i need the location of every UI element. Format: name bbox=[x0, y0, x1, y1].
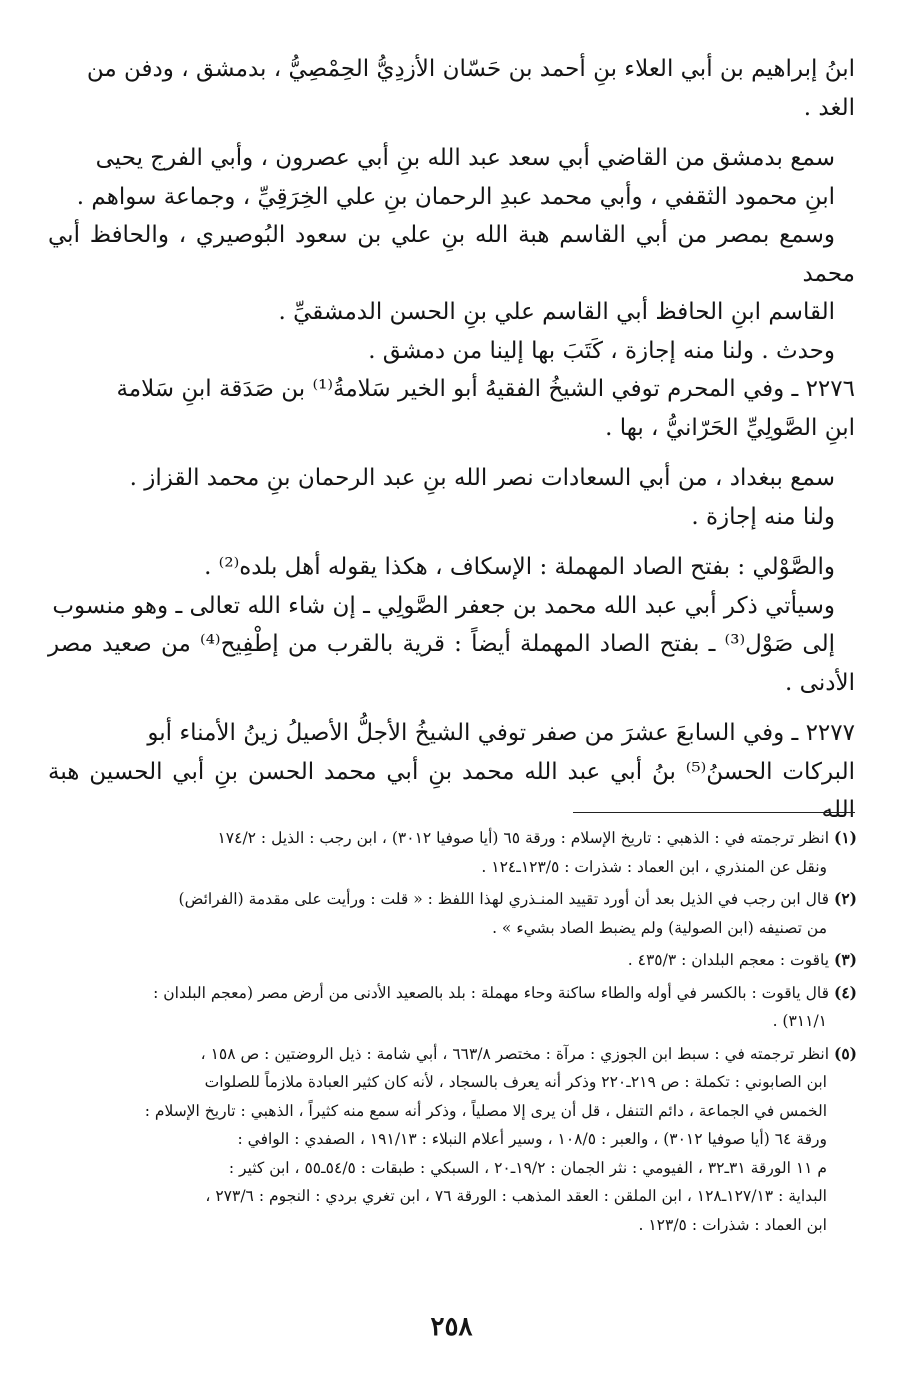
footnote-3 bbox=[46, 946, 857, 975]
text-line: سمع بدمشق من القاضي أبي سعد عبد الله بنِ أبي عصرون ، وأبي الفرج يحيى bbox=[95, 145, 835, 171]
footnote-line bbox=[46, 885, 857, 914]
paragraph-teachers bbox=[48, 139, 855, 332]
footnote-line: م ١١ الورقة ٣١ـ٣٢ ، الفيومي : نثر الجمان : ١٩/٢ـ٢٠ ، السبكي : طبقات : ٥٤/٥ـ٥٥ ، ابن كثير : bbox=[228, 1158, 827, 1177]
footnote-marker: (٥) bbox=[833, 1043, 857, 1063]
footnote-text: ياقوت : معجم البلدان : ٤٣٥/٣ . bbox=[627, 951, 830, 969]
text-line: القاسم ابنِ الحافظ أبي القاسم علي بنِ الحسن الدمشقيِّ . bbox=[278, 299, 835, 325]
footnote-2 bbox=[46, 885, 857, 942]
footnote-divider bbox=[573, 812, 855, 813]
text-line: وسمع بمصر من أبي القاسم هبة الله بنِ علي بن سعود البُوصيري ، والحافظ أبي محمد bbox=[48, 222, 855, 287]
footnote-line bbox=[46, 1040, 857, 1069]
text-line: ولنا منه إجازة . bbox=[691, 503, 835, 530]
footnote-line: الخمس في الجماعة ، دائم التنفل ، قل أن يرى إلا مصلياً ، وذكر أنه سمع منه كثيراً ، الذهبي : تاريخ الإسلام : bbox=[144, 1101, 827, 1120]
text-line: الغد . bbox=[803, 94, 855, 121]
text-line: ٢٢٧٧ ـ وفي السابعَ عشرَ من صفر توفي الشيخُ الأجلُّ الأصيلُ زينُ الأمناء أبو bbox=[147, 720, 855, 746]
text-line: ابنِ محمود الثقفي ، وأبي محمد عبدِ الرحمان بنِ علي الخِرَقِيِّ ، وجماعة سواهم . bbox=[76, 183, 835, 210]
text-line: إلى صَوْل⁽³⁾ ـ بفتح الصاد المهملة أيضاً : قرية بالقرب من إطْفِيح⁽⁴⁾ من صعيد مصر الأدنى . bbox=[48, 631, 855, 696]
footnote-marker: (٢) bbox=[833, 889, 857, 908]
footnote-text: قال ابن رجب في الذيل بعد أن أورد تقييد المنـذري لهذا اللفظ : « قلت : ورأيت على مقدمة (الفرائض) bbox=[178, 890, 830, 908]
footnote-line: ونقل عن المنذري ، ابن العماد : شذرات : ١٢٣/٥ـ١٢٤ . bbox=[481, 857, 827, 876]
main-text bbox=[48, 50, 855, 830]
paragraph-ijaza bbox=[48, 332, 855, 371]
footnotes bbox=[46, 824, 857, 1243]
footnote-text: قال ياقوت : بالكسر في أوله والطاء ساكنة وحاء مهملة : بلد بالصعيد الأدنى من أرض مصر (معجم البلدان : bbox=[153, 983, 830, 1002]
footnote-marker: (٣) bbox=[833, 950, 857, 969]
text-line: وحدث . ولنا منه إجازة ، كَتَبَ بها إلينا من دمشق . bbox=[368, 337, 835, 364]
text-line: سمع ببغداد ، من أبي السعادات نصر الله بنِ عبد الرحمان بنِ محمد القزاز . bbox=[129, 465, 835, 491]
footnote-line: ابن العماد : شذرات : ١٢٣/٥ . bbox=[638, 1215, 827, 1234]
entry-2276 bbox=[48, 370, 855, 447]
footnote-line bbox=[46, 824, 857, 853]
footnote-marker: (٤) bbox=[833, 982, 857, 1002]
footnote-line: البداية : ١٢٧/١٣ـ١٢٨ ، ابن الملقن : العقد المذهب : الورقة ٧٦ ، ابن تغري بردي : النجوم : ٢٧٣/٦ ، bbox=[205, 1187, 827, 1205]
footnote-line: من تصنيفه (ابن الصولية) ولم يضبط الصاد بشيء » . bbox=[492, 918, 827, 937]
text-line: ٢٢٧٦ ـ وفي المحرم توفي الشيخُ الفقيهُ أبو الخير سَلامةُ⁽¹⁾ بن صَدَقة ابنِ سَلامة bbox=[116, 376, 855, 402]
footnote-line bbox=[46, 979, 857, 1008]
footnote-text: انظر ترجمته في : سبط ابن الجوزي : مرآة : مختصر ٦٦٣/٨ ، أبي شامة : ذيل الروضتين : ص ١٥٨ ، bbox=[200, 1044, 830, 1063]
footnote-text: انظر ترجمته في : الذهبي : تاريخ الإسلام : ورقة ٦٥ (أيا صوفيا ٣٠١٢) ، ابن رجب : الذيل : ١٧٤/٢ bbox=[217, 829, 830, 847]
footnote-1 bbox=[46, 824, 857, 881]
text-line: ابنُ إبراهيم بن أبي العلاء بنِ أحمد بن حَسّان الأزدِيُّ الحِمْصِيُّ ، بدمشق ، ودفن من bbox=[86, 56, 855, 82]
footnote-4 bbox=[46, 979, 857, 1036]
paragraph-sawli bbox=[48, 548, 855, 702]
footnote-line bbox=[46, 946, 857, 975]
footnote-marker: (١) bbox=[833, 828, 857, 847]
text-line: وسيأتي ذكر أبي عبد الله محمد بن جعفر الصَّولِي ـ إن شاء الله تعالى ـ وهو منسوب bbox=[52, 592, 835, 619]
footnote-line: ٣١١/١) . bbox=[772, 1012, 827, 1030]
text-line: ابنِ الصَّولِيِّ الحَرّانيُّ ، بها . bbox=[605, 414, 855, 441]
footnote-line: ورقة ٦٤ (أيا صوفيا ٣٠١٢) ، والعبر : ١٠٨/٥ ، وسير أعلام النبلاء : ١٩١/١٣ ، الصفدي : الوافي : bbox=[237, 1130, 827, 1148]
text-line: البركات الحسنُ⁽⁵⁾ بنُ أبي عبد الله محمد بنِ أبي محمد الحسن بنِ أبي الحسين هبة الله bbox=[48, 758, 856, 823]
footnote-line: ابن الصابوني : تكملة : ص ٢١٩ـ٢٢٠ وذكر أنه يعرف بالسجاد ، لأنه كان كثير العبادة ملازماً للصلوات bbox=[204, 1073, 827, 1091]
paragraph-baghdad bbox=[48, 459, 855, 536]
text-line: والصَّوْلي : بفتح الصاد المهملة : الإسكاف ، هكذا يقوله أهل بلده⁽²⁾ . bbox=[204, 554, 835, 580]
page-number: ٢٥٨ bbox=[430, 1312, 473, 1342]
paragraph-continuation bbox=[48, 50, 855, 127]
footnote-5 bbox=[46, 1040, 857, 1240]
